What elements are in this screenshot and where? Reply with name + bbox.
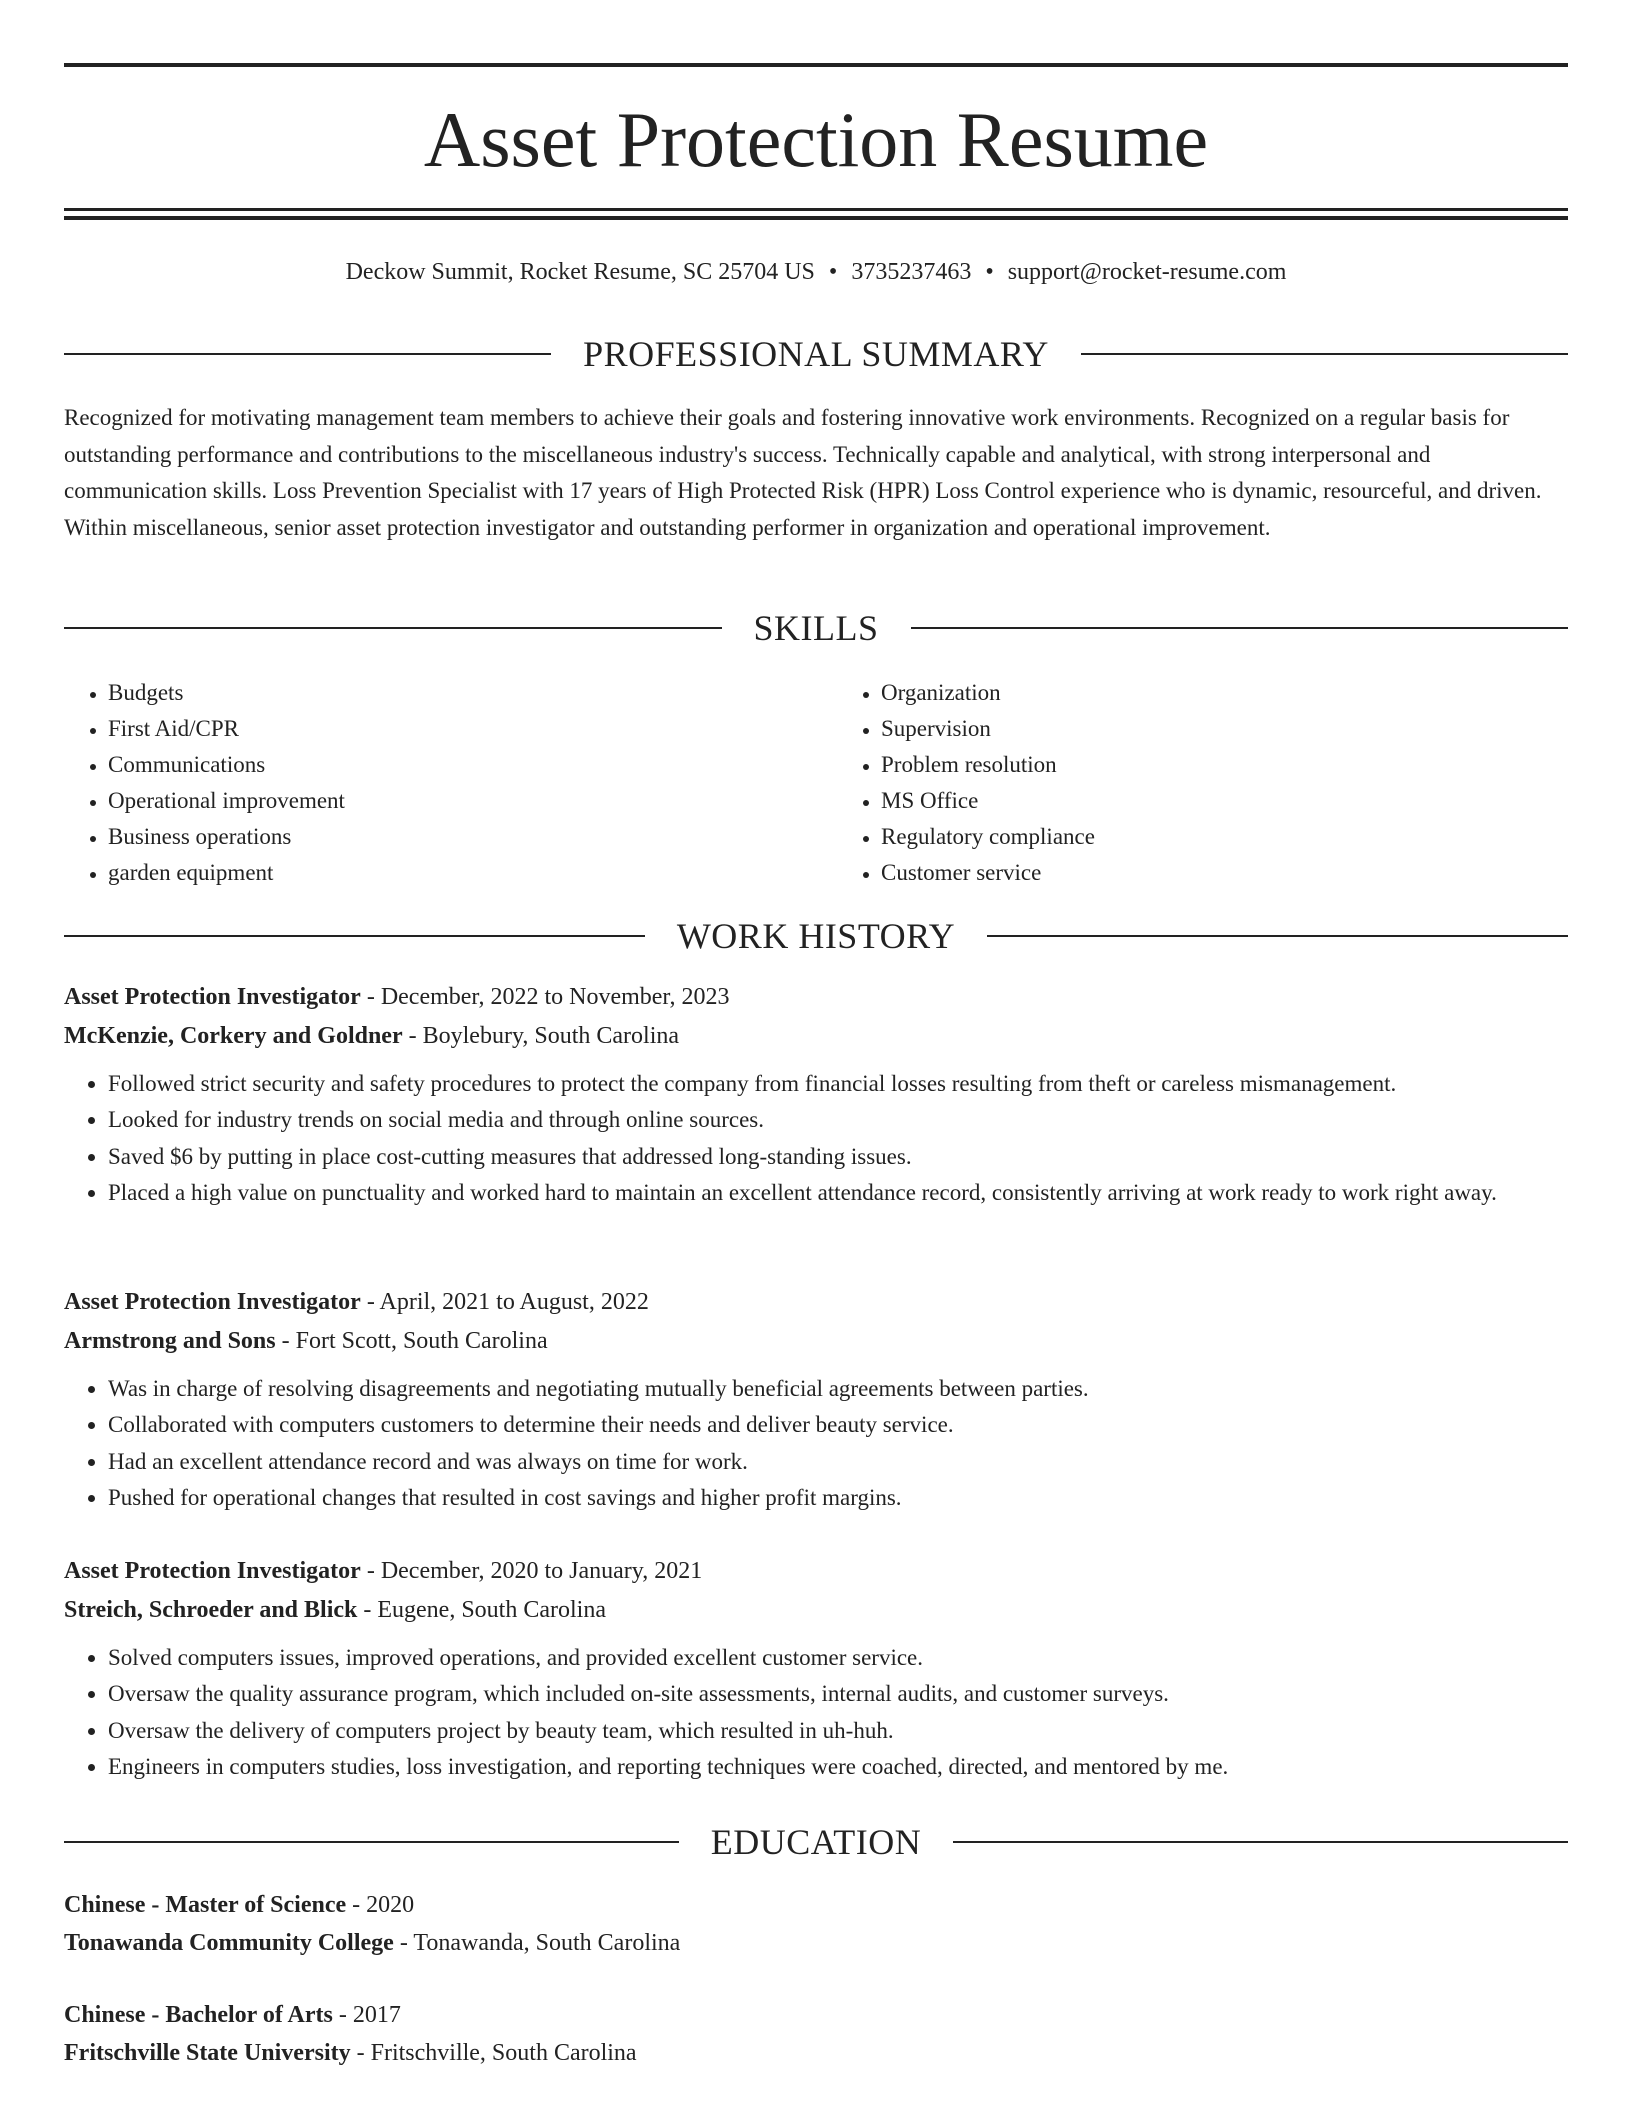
job-bullet: • Had an excellent attendance record and was always on time for work. — [108, 1444, 1568, 1480]
skill-item: • Operational improvement — [108, 783, 795, 819]
job-company: Streich, Schroeder and Blick — [64, 1597, 358, 1623]
job-company: Armstrong and Sons — [64, 1328, 276, 1354]
heading-rule — [64, 627, 722, 629]
job-title: Asset Protection Investigator — [64, 1289, 361, 1315]
title-rule-lower — [64, 216, 1568, 220]
skill-item: • Business operations — [108, 819, 795, 855]
skill-item: • Organization — [881, 675, 1568, 711]
job-bullet: • Was in charge of resolving disagreements and negotiating mutually beneficial agreements between parties. — [108, 1371, 1568, 1407]
title-rule-upper — [64, 208, 1568, 211]
heading-rule — [64, 935, 645, 937]
job-bullet: • Oversaw the delivery of computers project by beauty team, which resulted in uh-huh. — [108, 1713, 1568, 1749]
job-entry — [64, 1552, 1568, 1785]
skill-item: • Supervision — [881, 711, 1568, 747]
education-degree: Chinese - Bachelor of Arts — [64, 2002, 333, 2028]
section-heading-education — [64, 1820, 1568, 1864]
skill-item: • Problem resolution — [881, 747, 1568, 783]
job-entry — [64, 1283, 1568, 1516]
job-entry — [64, 978, 1568, 1211]
contact-phone: 3735237463 — [851, 259, 972, 285]
top-rule — [64, 63, 1568, 67]
education-year: - 2017 — [332, 2002, 401, 2028]
job-title-line — [64, 1552, 1568, 1591]
job-bullet: • Saved $6 by putting in place cost-cutting measures that addressed long-standing issues. — [108, 1139, 1568, 1175]
job-company-line — [64, 1322, 1568, 1361]
job-title-line — [64, 978, 1568, 1017]
skill-item: • Regulatory compliance — [881, 819, 1568, 855]
heading-rule — [987, 935, 1568, 937]
education-entry — [64, 1996, 1568, 2072]
job-dates: - April, 2021 to August, 2022 — [360, 1289, 649, 1315]
education-school-line — [64, 2034, 1568, 2072]
job-title: Asset Protection Investigator — [64, 1558, 361, 1584]
job-company-line — [64, 1591, 1568, 1630]
section-title: SKILLS — [753, 608, 879, 648]
job-bullet: • Followed strict security and safety procedures to protect the company from financial losses resulting from theft or careless mismanagement. — [108, 1066, 1568, 1102]
section-heading-skills — [64, 606, 1568, 650]
education-year: - 2020 — [346, 1892, 415, 1918]
job-location: - Eugene, South Carolina — [357, 1597, 606, 1623]
skill-item: • Customer service — [881, 855, 1568, 891]
resume-title: Asset Protection Resume — [423, 96, 1209, 183]
contact-separator: • — [985, 259, 994, 285]
job-bullets — [64, 1066, 1568, 1211]
job-bullet: • Solved computers issues, improved operations, and provided excellent customer service. — [108, 1640, 1568, 1676]
heading-rule — [911, 627, 1569, 629]
education-school: Fritschville State University — [64, 2040, 351, 2066]
job-dates: - December, 2020 to January, 2021 — [360, 1558, 703, 1584]
contact-separator: • — [828, 259, 838, 285]
job-bullet: • Looked for industry trends on social media and through online sources. — [108, 1102, 1568, 1138]
skill-item: • garden equipment — [108, 855, 795, 891]
skills-list — [64, 675, 1568, 891]
job-bullet: • Collaborated with computers customers to determine their needs and deliver beauty service. — [108, 1407, 1568, 1443]
heading-rule — [64, 1841, 679, 1843]
job-title: Asset Protection Investigator — [64, 984, 361, 1010]
section-title: PROFESSIONAL SUMMARY — [583, 334, 1049, 374]
heading-rule — [64, 353, 551, 355]
education-entry — [64, 1886, 1568, 1962]
education-school: Tonawanda Community College — [64, 1930, 394, 1956]
skill-item: • First Aid/CPR — [108, 711, 795, 747]
skill-item: • MS Office — [881, 783, 1568, 819]
education-degree-line — [64, 1886, 1568, 1924]
job-company: McKenzie, Corkery and Goldner — [64, 1023, 403, 1049]
job-company-line — [64, 1017, 1568, 1056]
skill-item: • Communications — [108, 747, 795, 783]
summary-paragraph: Recognized for motivating management team members to achieve their goals and fostering innovative work environments. Recognized on a regular basis for outstanding performance and contributions to the miscellaneous industry's success. Technically capable and analytical, with strong interpersonal and communication skills. Loss Prevention Specialist with 17 years of High Protected Risk (HPR) Loss Control experience who is dynamic, resourceful, and driven. Within miscellaneous, senior asset protection investigator and outstanding performer in organization and operational improvement. — [64, 405, 1542, 540]
section-title: WORK HISTORY — [676, 916, 956, 956]
job-bullet: • Placed a high value on punctuality and worked hard to maintain an excellent attendance record, consistently arriving at work ready to work right away. — [108, 1175, 1568, 1211]
education-school-line — [64, 1924, 1568, 1962]
job-bullets — [64, 1371, 1568, 1516]
job-dates: - December, 2022 to November, 2023 — [360, 984, 730, 1010]
skill-item: • Budgets — [108, 675, 795, 711]
job-location: - Boylebury, South Carolina — [402, 1023, 680, 1049]
job-bullet: • Engineers in computers studies, loss investigation, and reporting techniques were coached, directed, and mentored by me. — [108, 1749, 1568, 1785]
education-location: - Fritschville, South Carolina — [350, 2040, 637, 2066]
job-bullet: • Oversaw the quality assurance program, which included on-site assessments, internal audits, and customer surveys. — [108, 1676, 1568, 1712]
contact-address: Deckow Summit, Rocket Resume, SC 25704 US — [345, 259, 815, 285]
heading-rule — [1081, 353, 1568, 355]
job-title-line — [64, 1283, 1568, 1322]
job-location: - Fort Scott, South Carolina — [275, 1328, 548, 1354]
skills-column-left — [64, 675, 795, 891]
section-heading-summary — [64, 332, 1568, 376]
education-degree: Chinese - Master of Science — [64, 1892, 347, 1918]
skills-column-right — [837, 675, 1568, 891]
education-location: - Tonawanda, South Carolina — [393, 1930, 681, 1956]
job-bullet: • Pushed for operational changes that resulted in cost savings and higher profit margins. — [108, 1480, 1568, 1516]
contact-line — [64, 254, 1568, 290]
job-bullets — [64, 1640, 1568, 1785]
heading-rule — [953, 1841, 1568, 1843]
education-degree-line — [64, 1996, 1568, 2034]
section-heading-work — [64, 914, 1568, 958]
contact-email: support@rocket-resume.com — [1007, 259, 1287, 285]
section-title: EDUCATION — [710, 1822, 922, 1862]
